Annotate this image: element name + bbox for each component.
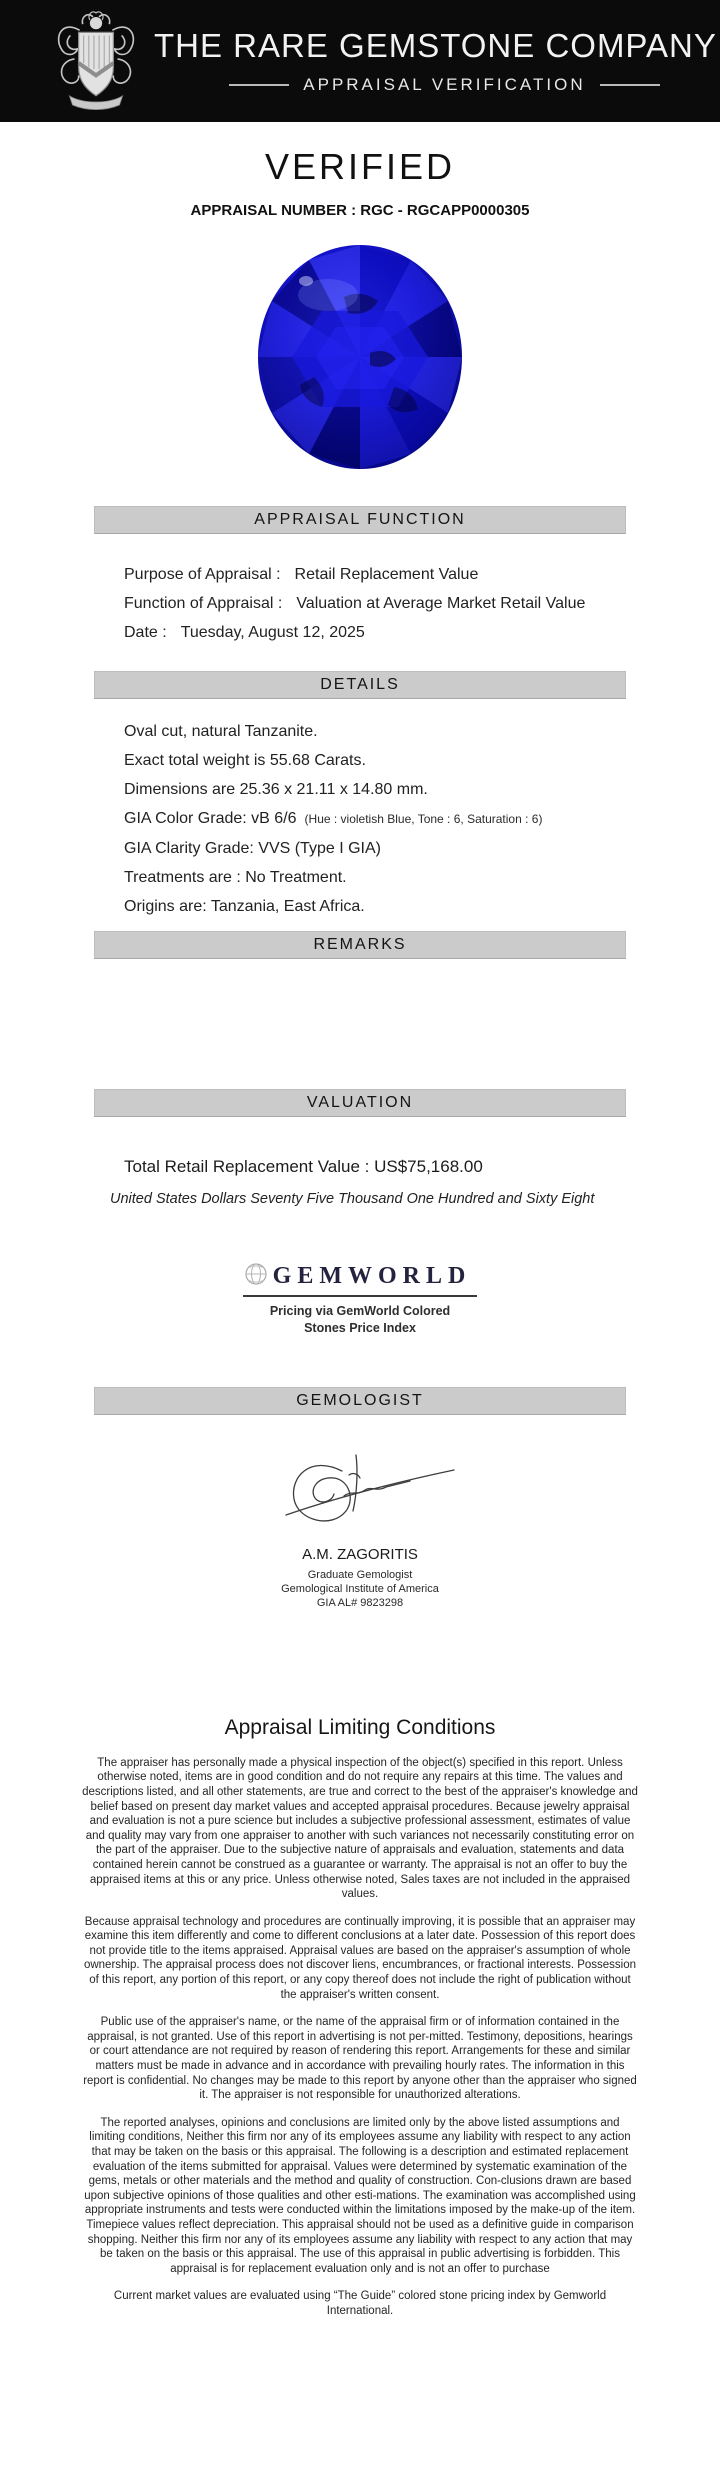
detail-origins: Origins are: Tanzania, East Africa. xyxy=(124,898,365,915)
signature-image xyxy=(250,1451,470,1539)
detail-color-grade xyxy=(124,804,626,834)
gemologist-credential-1: Graduate Gemologist xyxy=(307,1568,413,1581)
limiting-conditions-body xyxy=(82,1756,638,2319)
limiting-paragraph-5: Current market values are evaluated using “The Guide” colored stone pricing index by Gemworld International. xyxy=(113,2290,607,2317)
gemologist-name: A.M. ZAGORITIS xyxy=(302,1545,418,1563)
date-label: Date : xyxy=(124,624,167,641)
limiting-conditions-heading: Appraisal Limiting Conditions xyxy=(224,1715,496,1739)
gemworld-caption-line1: Pricing via GemWorld Colored xyxy=(269,1304,451,1318)
color-grade-text: GIA Color Grade: vB 6/6 xyxy=(124,810,297,827)
gemologist-signature xyxy=(250,1451,470,1544)
purpose-value: Retail Replacement Value xyxy=(294,566,479,583)
purpose-row xyxy=(124,560,626,589)
section-header-valuation: VALUATION xyxy=(94,1089,626,1117)
header xyxy=(0,0,720,122)
function-row xyxy=(124,589,626,618)
gemworld-logo xyxy=(243,1263,478,1297)
appraisal-function-rows xyxy=(94,560,626,647)
gemworld-caption-line2: Stones Price Index xyxy=(304,1320,416,1335)
purpose-label: Purpose of Appraisal : xyxy=(124,566,281,583)
date-value: Tuesday, August 12, 2025 xyxy=(180,624,365,641)
section-header-remarks: REMARKS xyxy=(94,931,626,959)
detail-treatments: Treatments are : No Treatment. xyxy=(124,869,347,886)
tanzanite-gem-image xyxy=(244,237,476,475)
limiting-paragraph-4: The reported analyses, opinions and conclusions are limited only by the above listed assumptions and limiting conditions, Neither this firm nor any of its employees assume any liability with respect to any action that may be taken on the basis or this appraisal. The following is a description and estimated replacement evaluation of the items submitted for appraisal. Values were determined by systematic examination of the gems, metals or other materials and the method and quality of construction. Con-clusions drawn are based upon subjective opinions of those qualities and other esti-mations. The examination was accomplished using appropriate instruments and tests were conducted within the limitations imposed by the make-up of the item. Timepiece values reflect depreciation. This appraisal should not be used as a definitive guide in comparison shopping. Neither this firm nor any of its employees assume any liability with respect to any action that may be taken on the basis or this appraisal. The use of this appraisal in public advertising is forbidden. This appraisal is for replacement evaluation only and is not an offer to purchase xyxy=(84,2116,636,2275)
valuation-amount-words: United States Dollars Seventy Five Thousand One Hundred and Sixty Eight xyxy=(110,1191,595,1207)
detail-dimensions: Dimensions are 25.36 x 21.11 x 14.80 mm. xyxy=(124,781,428,798)
gemworld-pricing-block xyxy=(243,1263,478,1337)
detail-cut: Oval cut, natural Tanzanite. xyxy=(124,723,318,740)
color-grade-note: (Hue : violetish Blue, Tone : 6, Saturation : 6) xyxy=(304,812,543,826)
gemworld-caption xyxy=(243,1303,478,1337)
function-value: Valuation at Average Market Retail Value xyxy=(296,595,586,612)
section-header-details: DETAILS xyxy=(94,671,626,699)
appraisal-number: APPRAISAL NUMBER : RGC - RGCAPP0000305 xyxy=(190,202,530,219)
limiting-paragraph-1: The appraiser has personally made a physical inspection of the object(s) specified in this report. Unless otherwise noted, items are in good condition and do not require any repairs at this time. The values and descriptions listed, and all other statements, are true and correct to the best of the appraiser's knowledge and belief based on present day market values and accepted appraisal procedures. Because jewelry appraisal and evaluation is not a pure science but includes a subjective professional assessment, estimates of value and quality may vary from one appraiser to another with such variances not necessarily constituting error on the part of the appraiser. Due to the subjective nature of appraisals and evaluation, statements and data contained herein cannot be construed as a guarantee or warranty. The appraisal is not an offer to buy the appraised items at this or any price. Unless otherwise noted, Sales taxes are not included in the appraised values. xyxy=(82,1756,638,1901)
gemworld-logo-text: GEMWORLD xyxy=(272,1263,472,1289)
function-label: Function of Appraisal : xyxy=(124,595,283,612)
section-header-gemologist: GEMOLOGIST xyxy=(94,1387,626,1415)
detail-clarity-grade: GIA Clarity Grade: VVS (Type I GIA) xyxy=(124,840,381,857)
subtitle-rule-left xyxy=(229,84,289,86)
gemologist-credential-3: GIA AL# 9823298 xyxy=(316,1596,404,1609)
subtitle-text: APPRAISAL VERIFICATION xyxy=(303,75,586,94)
company-crest-icon xyxy=(52,9,140,113)
gemologist-credential-2: Gemological Institute of America xyxy=(281,1582,439,1595)
subtitle-rule-right xyxy=(600,84,660,86)
limiting-paragraph-3: Public use of the appraiser's name, or the name of the appraisal firm or of information contained in the appraisal, is not granted. Use of this report in advertising is not per-mitted. Testimony, depositions, hearings or court attendance are not required by reason of rendering this report. Arrangements for these and similar matters must be made in advance and in accordance with prevailing hourly rates. The information in this report is confidential. No changes may be made to this report by anyone other than the appraiser who signed it. The appraiser is not responsible for unauthorized alterations. xyxy=(83,2016,637,2102)
header-subtitle xyxy=(229,75,659,95)
details-rows xyxy=(94,717,626,921)
section-header-appraisal-function: APPRAISAL FUNCTION xyxy=(94,506,626,534)
limiting-paragraph-2: Because appraisal technology and procedures are continually improving, it is possible that an appraiser may examine this item differently and come to different conclusions at a later date. Possession of this report does not provide title to the items appraised. Appraisal values are based on the appraiser's assumption of whole ownership. The appraisal process does not discover liens, encumbrances, or fractional interests. Possession of this report, any portion of this report, or any copy thereof does not include the right of publication without the appraiser's written consent. xyxy=(83,1915,637,2001)
header-text xyxy=(154,27,720,95)
verified-status: VERIFIED xyxy=(264,146,456,187)
valuation-total: Total Retail Replacement Value : US$75,168.00 xyxy=(124,1157,483,1176)
detail-weight: Exact total weight is 55.68 Carats. xyxy=(124,752,366,769)
gemstone-photo xyxy=(244,237,476,480)
remarks-empty-content xyxy=(0,959,720,1089)
date-row xyxy=(124,618,626,647)
company-name: THE RARE GEMSTONE COMPANY xyxy=(154,27,717,64)
globe-icon xyxy=(243,1261,269,1287)
